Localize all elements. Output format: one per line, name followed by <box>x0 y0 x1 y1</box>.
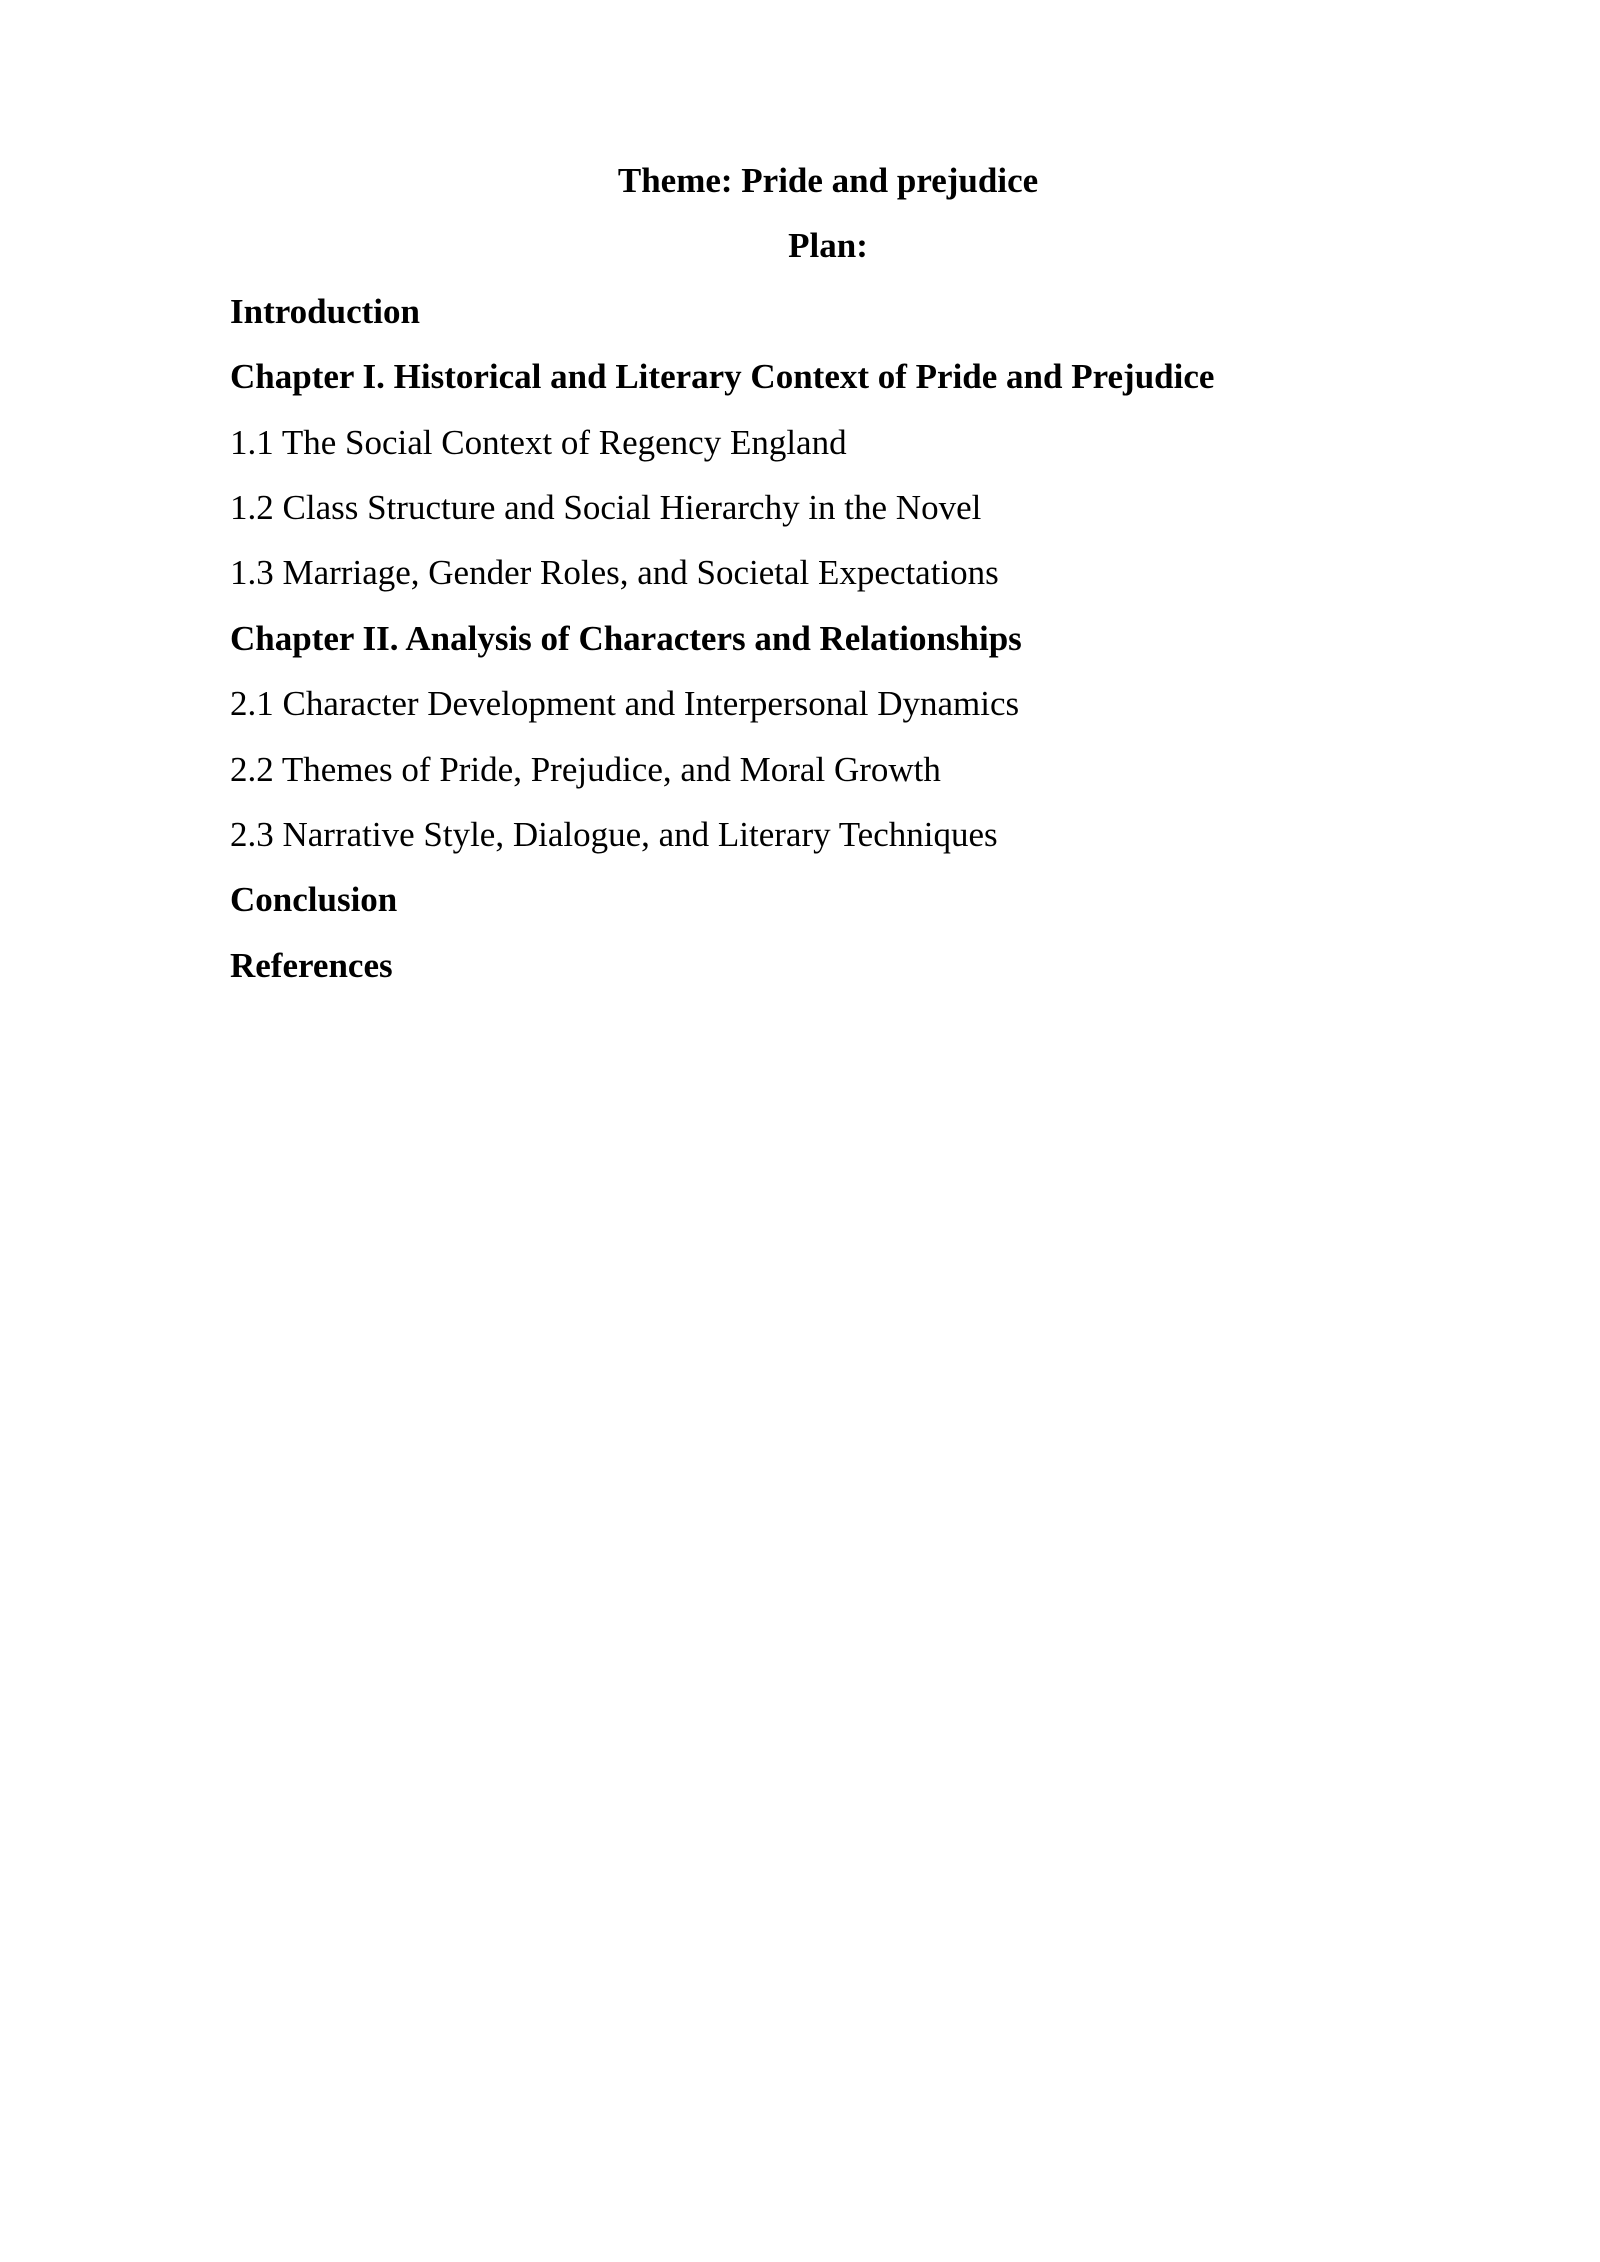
outline-section-1-1: 1.1 The Social Context of Regency England <box>230 422 847 462</box>
outline-section-2-3: 2.3 Narrative Style, Dialogue, and Literary Techniques <box>230 814 998 854</box>
outline-section-1-3: 1.3 Marriage, Gender Roles, and Societal Expectations <box>230 553 999 593</box>
plan-heading: Plan: <box>788 226 868 266</box>
outline-references: References <box>230 945 393 985</box>
document-content <box>230 148 1370 998</box>
outline-introduction: Introduction <box>230 291 420 331</box>
outline-section-1-2: 1.2 Class Structure and Social Hierarchy in the Novel <box>230 487 982 527</box>
outline-chapter-1-heading: Chapter I. Historical and Literary Context of Pride and Prejudice <box>230 357 1215 397</box>
outline-chapter-2-heading: Chapter II. Analysis of Characters and Relationships <box>230 618 1022 658</box>
outline-conclusion: Conclusion <box>230 880 398 920</box>
document-theme-title: Theme: Pride and prejudice <box>617 161 1039 200</box>
outline-section-2-1: 2.1 Character Development and Interpersonal Dynamics <box>230 684 1020 724</box>
outline-section-2-2: 2.2 Themes of Pride, Prejudice, and Moral Growth <box>230 749 941 789</box>
